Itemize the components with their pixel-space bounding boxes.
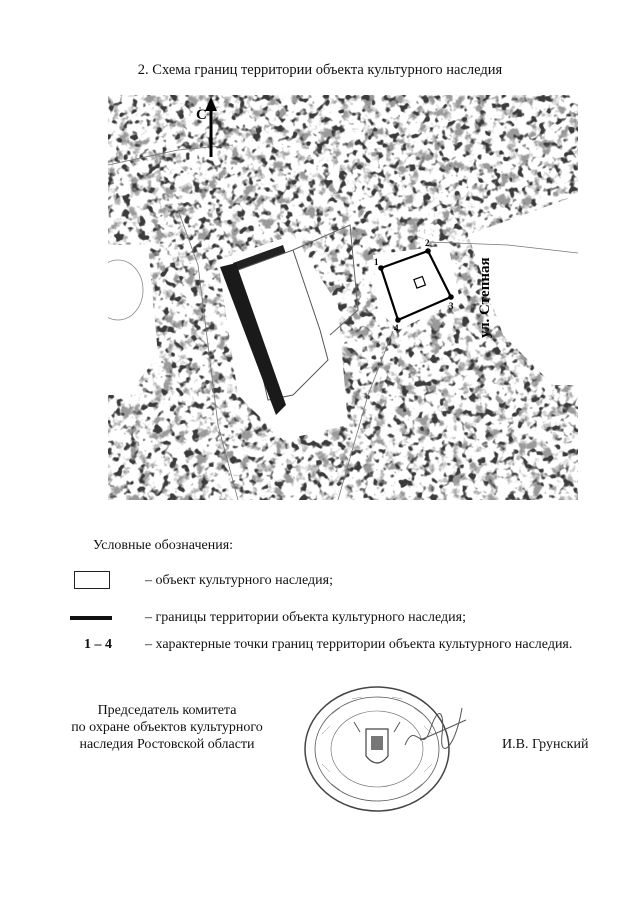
point-label-3: 3: [449, 301, 454, 311]
boundary-point-4: [395, 317, 401, 323]
boundary-point-3: [448, 294, 454, 300]
street-label: ул. Степная: [477, 257, 493, 338]
legend-item-boundary: [0, 608, 640, 630]
document-title: 2. Схема границ территории объекта культурного наследия: [137, 62, 503, 78]
point-label-4: 4: [394, 323, 399, 333]
position-line: Председатель комитета: [97, 703, 237, 718]
legend-text: – объект культурного наследия;: [145, 573, 333, 588]
signatory-name: И.В. Грунский: [502, 737, 589, 752]
legend-text: – границы территории объекта культурного наследия;: [145, 610, 466, 625]
legend-item-points: [0, 635, 640, 657]
point-label-2: 2: [425, 238, 430, 248]
legend-symbol-rectangle: [74, 571, 110, 589]
boundary-point-1: [378, 265, 384, 271]
legend-symbol-label: 1 – 4: [84, 637, 112, 652]
north-label: С: [196, 107, 207, 123]
handwritten-signature: [400, 700, 470, 760]
legend-text: – характерные точки границ территории объекта культурного наследия.: [145, 637, 573, 652]
legend-symbol-thick-line: [70, 616, 112, 620]
boundary-point-2: [425, 248, 431, 254]
legend-item-object: [0, 571, 640, 593]
legend-heading: Условные обозначения:: [93, 538, 234, 553]
position-line: наследия Ростовской области: [79, 737, 255, 752]
signatory-position: [52, 702, 282, 753]
position-line: по охране объектов культурного: [71, 720, 263, 735]
aerial-map: [108, 95, 578, 500]
point-label-1: 1: [374, 257, 379, 267]
